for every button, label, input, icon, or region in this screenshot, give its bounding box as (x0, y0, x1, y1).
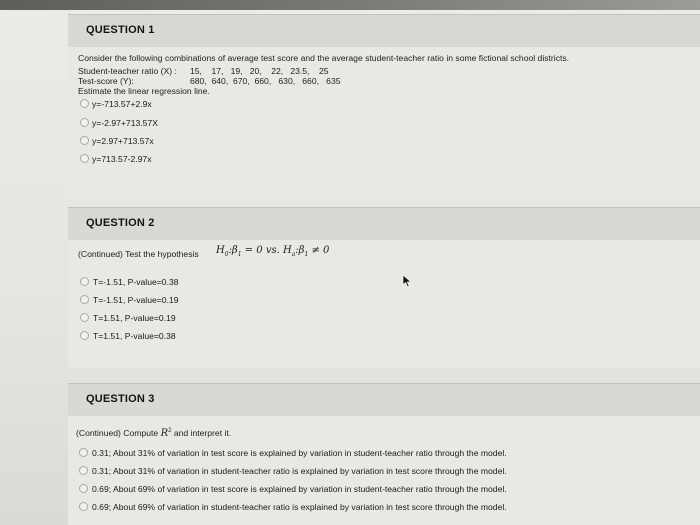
question-2-prompt: (Continued) Test the hypothesis (78, 249, 199, 259)
question-2-header (68, 207, 700, 241)
question-1-header (68, 14, 700, 48)
q3-option-4-label[interactable]: 0.69; About 69% of variation in student-teacher ratio is explained by variation in test score through the model. (92, 502, 507, 512)
question-1-row1-label: Student-teacher ratio (X) : (78, 66, 177, 76)
q1-option-3-radio[interactable] (80, 136, 89, 145)
question-1-row1-values: 15, 17, 19, 20, 22, 23.5, 25 (190, 66, 329, 76)
q2-option-4-radio[interactable] (80, 331, 89, 340)
q3-option-4-radio[interactable] (79, 502, 88, 511)
question-1-row2-values: 680, 640, 670, 660, 630, 660, 635 (190, 76, 341, 86)
question-3-title: QUESTION 3 (86, 393, 155, 405)
q2-option-3-label[interactable]: T=1.51, P-value=0.19 (93, 313, 176, 323)
q1-option-2-label[interactable]: y=-2.97+713.57X (92, 118, 158, 128)
q1-option-1-radio[interactable] (80, 99, 89, 108)
top-strip (0, 0, 700, 10)
q2-option-2-label[interactable]: T=-1.51, P-value=0.19 (93, 295, 179, 305)
q2-option-2-radio[interactable] (80, 295, 89, 304)
question-1-intro: Consider the following combinations of average test score and the average student-teacher ratio in some fictional school districts. (78, 53, 570, 63)
q3-option-1-radio[interactable] (79, 448, 88, 457)
question-1-row2-label: Test-score (Y): (78, 76, 134, 86)
hypothesis-formula: $H_0:\beta_1 = 0$ vs. $H_a:\beta_1 \ne 0$ (216, 245, 330, 258)
question-2-title: QUESTION 2 (86, 217, 155, 229)
question-1-instruction: Estimate the linear regression line. (78, 86, 210, 96)
q3-option-3-label[interactable]: 0.69; About 69% of variation in test score is explained by variation in student-teacher ratio through the model. (92, 484, 507, 494)
q1-option-3-label[interactable]: y=2.97+713.57x (92, 136, 154, 146)
q2-option-1-label[interactable]: T=-1.51, P-value=0.38 (93, 277, 179, 287)
q3-option-2-radio[interactable] (79, 466, 88, 475)
q2-option-3-radio[interactable] (80, 313, 89, 322)
q3-option-2-label[interactable]: 0.31; About 31% of variation in student-teacher ratio is explained by variation in test score through the model. (92, 466, 507, 476)
question-3-prompt: (Continued) Compute $R^2$ and interpret it. (76, 428, 232, 439)
question-3-header (68, 383, 700, 417)
q3-option-3-radio[interactable] (79, 484, 88, 493)
q1-option-2-radio[interactable] (80, 118, 89, 127)
q2-option-1-radio[interactable] (80, 277, 89, 286)
q1-option-4-label[interactable]: y=713.57-2.97x (92, 154, 152, 164)
q1-option-1-label[interactable]: y=-713.57+2.9x (92, 99, 152, 109)
question-1-title: QUESTION 1 (86, 24, 155, 36)
q1-option-4-radio[interactable] (80, 154, 89, 163)
q2-option-4-label[interactable]: T=1.51, P-value=0.38 (93, 331, 176, 341)
q3-option-1-label[interactable]: 0.31; About 31% of variation in test score is explained by variation in student-teacher ratio through the model. (92, 448, 507, 458)
